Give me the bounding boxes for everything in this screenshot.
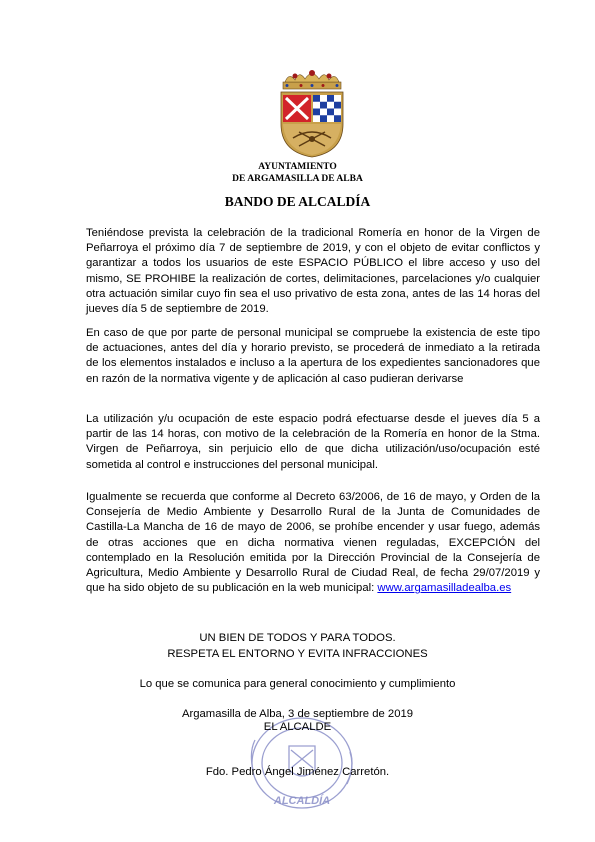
paragraph-usage: La utilización y/u ocupación de este espacio podrá efectuarse desde el jueves día 5 a partir de las 14 horas, con motivo de la celebración de la Romería en honor de la Stma. Virgen de Peñarroya, sin perjuicio ello de que dicha utilización/uso/ocupación esté sometida al control e instrucciones del personal municipal.: [86, 413, 540, 471]
stamp-label: ALCALDÍA: [273, 795, 331, 807]
notice-line: Lo que se comunica para general conocimiento y cumplimiento: [139, 678, 456, 690]
organization-name: AYUNTAMIENTO: [258, 162, 337, 172]
municipal-website-link[interactable]: www.argamasilladealba.es: [377, 582, 512, 595]
slogan-line-2: RESPETA EL ENTORNO Y EVITA INFRACCIONES: [167, 648, 428, 660]
signatory-role: EL ALCALDE: [263, 721, 332, 733]
signatory-name: Fdo. Pedro Ángel Jiménez Carretón.: [205, 766, 390, 778]
organization-location: DE ARGAMASILLA DE ALBA: [232, 174, 363, 184]
paragraph-fire-regulation: [86, 490, 540, 596]
paragraph-sanctions: En caso de que por parte de personal municipal se compruebe la existencia de este tipo de actuaciones, antes del día y horario previsto, se procederá de inmediato a la retirada de los elementos instalados e incluso a la apertura de los expedientes sancionadores que en razón de la normativa vigente y de aplicación al caso pudieran derivarse: [86, 327, 540, 385]
slogan-line-1: UN BIEN DE TODOS Y PARA TODOS.: [199, 632, 396, 644]
fire-regulation-text: Igualmente se recuerda que conforme al Decreto 63/2006, de 16 de mayo, y Orden de la Consejería de Medio Ambiente y Desarrollo Rural de la Junta de Comunidades de Castilla-La Mancha de 16 de mayo de 2006, se prohíbe encender y usar fuego, además de otras acciones que en dicha normativa vienen reguladas, EXCEPCIÓN del contemplado en la Resolución emitida por la Dirección Provincial de la Consejería de Agricultura, Medio Ambiente y Desarrollo Rural de Ciudad Real, de fecha 29/07/2019 y que ha sido objeto de su publicación en la web municipal:: [86, 491, 540, 595]
place-and-date: Argamasilla de Alba, 3 de septiembre de 2019: [181, 708, 414, 720]
coat-of-arms-logo: [277, 68, 347, 158]
document-title: BANDO DE ALCALDÍA: [224, 194, 371, 209]
shield-icon: [281, 92, 343, 157]
paragraph-prohibition: Teniéndose prevista la celebración de la tradicional Romería en honor de la Virgen de Peñarroya el próximo día 7 de septiembre de 2019, y con el objeto de evitar conflictos y garantizar a todos los usuarios de este ESPACIO PÚBLICO el libre acceso y uso del mismo, SE PROHIBE la realización de cortes, delimitaciones, parcelaciones y/o cualquier otra actuación similar cuyo fin sea el uso privativo de esta zona, antes de las 14 horas del jueves día 5 de septiembre de 2019.: [86, 227, 540, 316]
crown-icon: [283, 70, 341, 89]
